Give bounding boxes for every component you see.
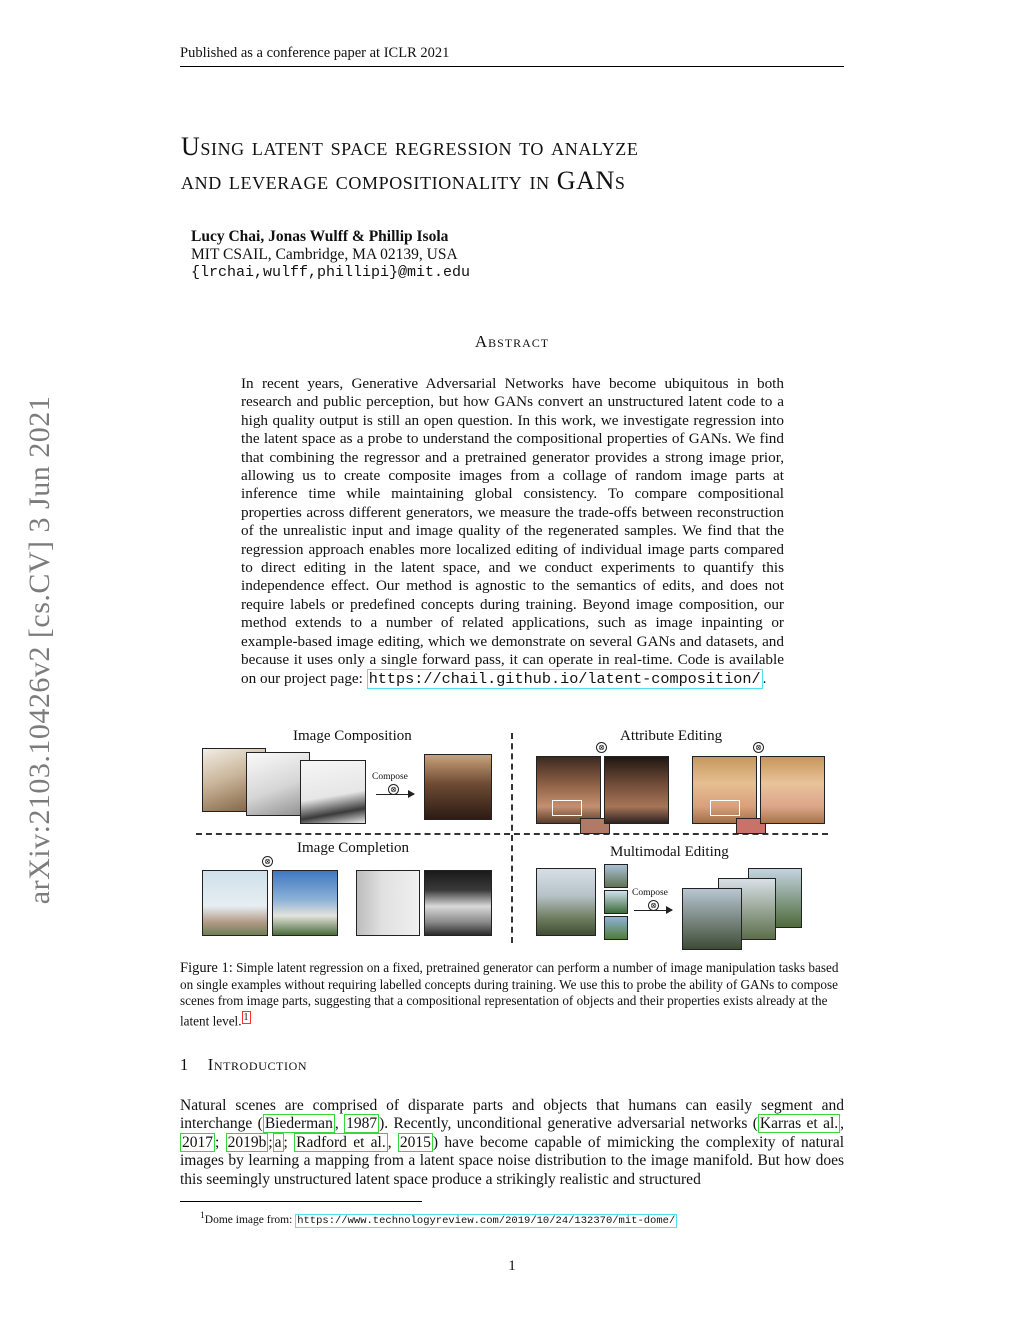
citation-karras-2019a[interactable]: a (274, 1133, 282, 1151)
project-page-link[interactable]: https://chail.github.io/latent-composition/ (368, 669, 761, 688)
introduction-paragraph (180, 1097, 844, 1189)
abstract-body (241, 375, 784, 688)
footnote-number: 1 (200, 1210, 205, 1221)
face-mouth-region-box (552, 800, 582, 816)
face-output-woman-image (760, 756, 825, 824)
citation-karras-2017[interactable]: 2017 (182, 1133, 213, 1151)
dome-masked-input-image (202, 870, 268, 936)
compose-symbol-multimodal: ⊗ (648, 900, 659, 911)
compose-label-multimodal: Compose (632, 888, 668, 898)
car-output-image (424, 870, 492, 936)
intro-text-1: Natural scenes are comprised of disparate parts and objects that humans can easily segment and interchange ( (180, 1097, 844, 1133)
church-output-image (272, 870, 338, 936)
compose-arrow-composition (376, 794, 414, 795)
abstract-text: In recent years, Generative Adversarial Networks have become ubiquitous in both research and public perception, but how GANs convert an unstructured latent code to a high quality output is still an open question. In this work, we investigate regression into the latent space as a probe to understand the compositional properties of GANs. We find that combining the regressor and a pretrained generator provides a strong image prior, allowing us to create composite images from a collage of random image parts at inference time while maintaining global consistency. To compare compositional properties across different generators, we measure the trade-offs between reconstruction of the unrealistic input and image quality of the regenerated samples. We find that the regression approach enables more localized editing of individual image parts compared to direct editing in the latent space, and we conduct experiments to quantify this independence effect. Our method is agnostic to the semantics of edits, and does not require labels or predefined concepts during training. Beyond image composition, our method extends to a number of related applications, such as image inpainting or example-based image editing, which we demonstrate on several GANs and datasets, and because it uses only a single forward pass, it can operate in real-time. Code is available on our project page: (241, 375, 784, 687)
citation-radford-2015[interactable]: 2015 (399, 1133, 431, 1151)
footnote (200, 1210, 677, 1227)
arxiv-stamp (18, 370, 62, 930)
style-exemplar-2-image (604, 890, 628, 914)
section-number: 1 (180, 1055, 189, 1074)
panel-label-image-composition: Image Composition (293, 728, 412, 744)
citation-karras-2019b[interactable]: 2019b (227, 1133, 267, 1151)
citation-biederman-year[interactable]: 1987 (346, 1115, 378, 1133)
author-names: Lucy Chai, Jonas Wulff & Phillip Isola (191, 228, 449, 245)
car-masked-input-image (356, 870, 420, 936)
style-exemplar-1-image (604, 864, 628, 888)
paper-title-line-2: and leverage compositionality in GANs (181, 166, 626, 195)
intro-sep-3: ; (215, 1133, 226, 1151)
compose-arrow-multimodal (634, 910, 672, 911)
intro-sep-4: ; (268, 1133, 273, 1151)
intro-sep-5: ; (283, 1133, 295, 1151)
author-emails: {lrchai,wulff,phillipi}@mit.edu (191, 264, 471, 281)
face-mouth-region-box-woman (710, 800, 740, 816)
section-title: Introduction (207, 1055, 308, 1074)
cathedral-output-1-image (682, 888, 742, 950)
footnote-rule (180, 1201, 422, 1202)
author-affiliation: MIT CSAIL, Cambridge, MA 02139, USA (191, 246, 458, 263)
footnote-url-link[interactable]: https://www.technologyreview.com/2019/10/24/132370/mit-dome/ (297, 1214, 676, 1227)
arxiv-stamp-text: arXiv:2103.10426v2 [cs.CV] 3 Jun 2021 (23, 395, 56, 905)
compose-label-composition: Compose (372, 772, 408, 782)
citation-karras[interactable]: Karras et al. (759, 1115, 839, 1133)
figure-divider-vertical (511, 733, 513, 943)
footnote-marker-link[interactable]: 1 (243, 1011, 249, 1023)
compose-symbol-faces-b: ⊗ (753, 742, 764, 753)
running-header: Published as a conference paper at ICLR 2021 (180, 45, 450, 61)
compose-symbol-completion-a: ⊗ (262, 856, 273, 867)
header-rule (180, 66, 844, 67)
intro-text-3: ) have become capable of mimicking the complexity of natural images by learning a mapping from a latent space noise distribution to the image manifold. But how does this seemingly unstructured latent space produce a strikingly realistic and structured (180, 1133, 845, 1188)
collage-input-image (300, 760, 366, 824)
figure-caption-label: Figure 1: (180, 960, 233, 976)
composed-room-output-image (424, 754, 492, 820)
panel-label-image-completion: Image Completion (297, 840, 410, 856)
citation-radford[interactable]: Radford et al. (296, 1133, 386, 1151)
intro-sep-6: , (387, 1133, 398, 1151)
section-heading (180, 1055, 307, 1075)
figure-caption-text: Simple latent regression on a fixed, pretrained generator can perform a number of image manipulation tasks based on single examples without requiring labelled concepts during training. We use this to probe the ability of GANs to compose scenes from image parts, suggesting that a compositional representation of objects and their properties exists already at the latent level. (180, 960, 839, 1028)
paper-title-line-1: Using latent space regression to analyze (181, 132, 639, 161)
intro-sep-1: , (334, 1115, 345, 1133)
panel-label-multimodal-editing: Multimodal Editing (610, 844, 729, 860)
footnote-text: Dome image from: (204, 1213, 296, 1226)
panel-label-attribute-editing: Attribute Editing (620, 728, 723, 744)
intro-sep-2: , (840, 1115, 845, 1133)
face-output-man-image (604, 756, 669, 824)
intro-text-2: ). Recently, unconditional generative adversarial networks ( (379, 1115, 758, 1133)
page-number: 1 (508, 1258, 516, 1274)
cathedral-input-image (536, 868, 596, 936)
compose-symbol-faces-a: ⊗ (596, 742, 607, 753)
abstract-heading: Abstract (474, 332, 550, 351)
compose-symbol-composition: ⊗ (388, 784, 399, 795)
citation-biederman[interactable]: Biederman (264, 1115, 333, 1133)
style-exemplar-3-image (604, 916, 628, 940)
abstract-end: . (762, 669, 767, 687)
figure-1 (196, 728, 828, 948)
figure-caption (180, 960, 844, 1029)
